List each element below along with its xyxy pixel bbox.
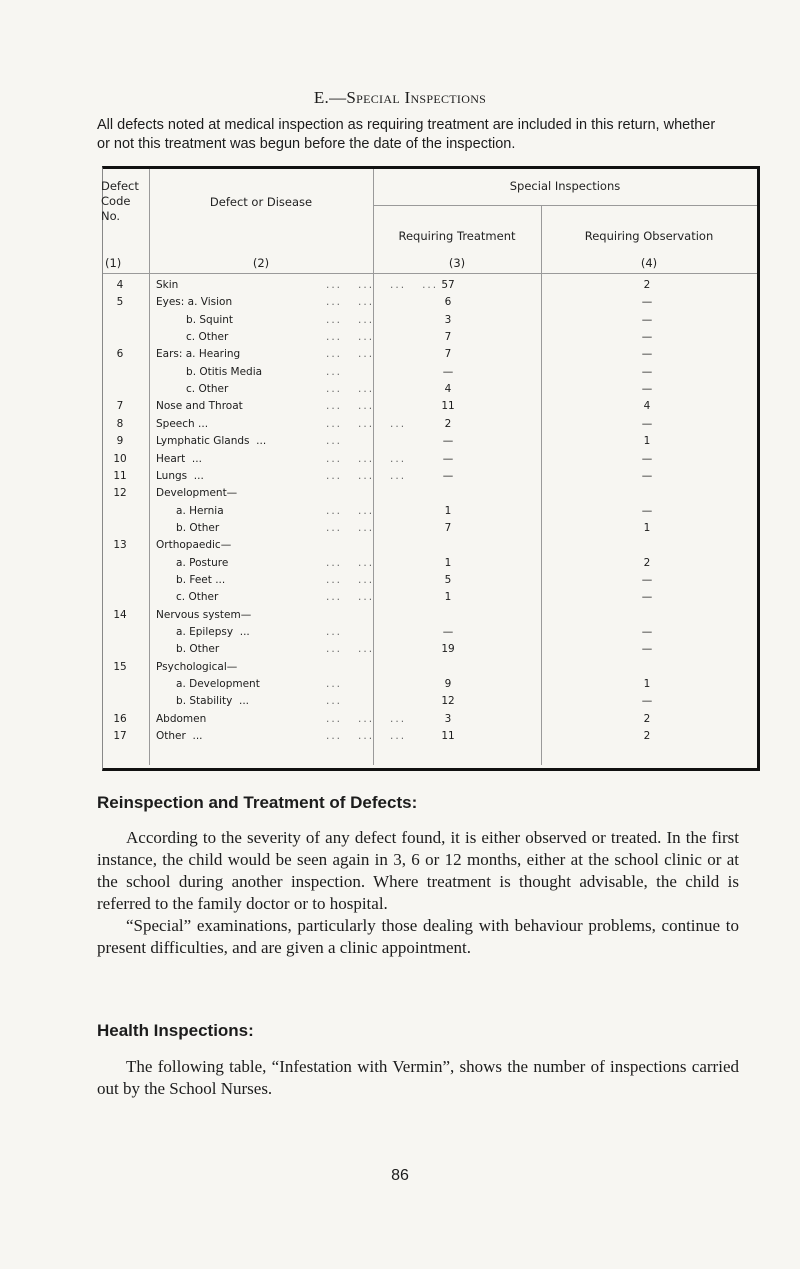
cell-defect: b. Stability ... [156,695,250,708]
cell-defect: c. Other [156,383,229,396]
table-row [103,695,757,708]
defects-table [102,166,760,771]
table-row [103,574,757,587]
cell-defect: b. Other [156,521,220,534]
cell-observation: 2 [643,712,651,725]
cell-leader-dots: ... [326,365,343,378]
cell-observation: — [641,452,653,465]
cell-observation: — [641,417,653,430]
header-req-treatment: Requiring Treatment [398,229,516,243]
table-row [103,626,757,639]
page-number: 86 [391,1167,409,1184]
cell-defect: Orthopaedic— [156,539,232,552]
table-row [103,435,757,448]
cell-code: 17 [113,730,127,743]
cell-code: 13 [113,539,127,552]
cell-observation: 1 [643,521,651,534]
cell-observation: 2 [643,279,651,291]
table-row [103,522,757,535]
table-row [103,366,757,379]
cell-defect: Other ... [156,730,203,743]
cell-observation: 1 [643,435,651,448]
cell-observation: 2 [643,730,651,743]
cell-observation: — [641,591,653,604]
cell-treatment: 2 [444,417,452,430]
cell-defect: Heart ... [156,452,202,465]
cell-leader-dots: ... ... ... [326,730,407,743]
cell-observation: 1 [643,678,651,691]
cell-code: 15 [113,660,127,673]
cell-code: 16 [113,712,127,725]
cell-treatment: — [442,626,454,638]
header-special: Special Inspections [509,179,621,193]
table-row [103,314,757,327]
special-exams-paragraph: “Special” examinations, particularly those dealing with behaviour problems, continue to present difficulties, and are given a clinic appointment. [97,916,739,957]
cell-leader-dots: ... ... [326,643,375,656]
cell-leader-dots: ... ... [326,573,375,586]
cell-leader-dots: ... ... [326,296,375,309]
table-row [103,609,757,622]
cell-leader-dots: ... [326,626,343,638]
cell-leader-dots: ... ... ... ... [326,279,439,291]
table-row [103,418,757,431]
table-row [103,296,757,309]
cell-treatment: — [442,452,454,465]
cell-treatment: 11 [441,730,455,743]
cell-code: 4 [116,279,124,291]
cell-leader-dots: ... ... [326,591,375,604]
cell-leader-dots: ... ... [326,331,375,344]
cell-leader-dots: ... [326,678,343,691]
cell-observation: — [641,469,653,482]
cell-leader-dots: ... ... ... [326,469,407,482]
cell-defect: Speech ... [156,417,209,430]
cell-treatment: 3 [444,313,452,326]
cell-leader-dots: ... ... [326,556,375,569]
reinspection-heading: Reinspection and Treatment of Defects: [97,793,418,812]
header-defect-num: (2) [252,256,270,270]
cell-leader-dots: ... ... ... [326,452,407,465]
health-paragraph: The following table, “Infestation with Vermin”, shows the number of inspections carried out by the School Nurses. [97,1057,739,1098]
cell-treatment: 9 [444,678,452,691]
cell-treatment: 1 [444,591,452,604]
table-row [103,713,757,726]
cell-defect: Lymphatic Glands ... [156,435,267,448]
cell-observation: 2 [643,556,651,569]
cell-treatment: 11 [441,400,455,413]
cell-code: 10 [113,452,127,465]
header-defect: Defect or Disease [209,195,313,209]
cell-leader-dots: ... ... [326,313,375,326]
cell-observation: — [641,643,653,656]
cell-defect: a. Hernia [156,504,224,517]
cell-code: 11 [113,469,127,482]
cell-leader-dots: ... ... [326,400,375,413]
cell-leader-dots: ... [326,435,343,448]
cell-leader-dots: ... ... [326,504,375,517]
cell-treatment: — [442,435,454,448]
header-divider [103,273,757,274]
cell-observation: — [641,504,653,517]
reinspection-paragraph: According to the severity of any defect found, it is either observed or treated. In the first instance, the child would be seen again in 3, 6 or 12 months, either at the school clinic or at the school during another inspection. Where treatment is thought advisable, the child is referred to the family doctor or to hospital. [97,828,739,913]
cell-leader-dots: ... [326,695,343,708]
cell-treatment: 57 [441,279,455,291]
cell-code: 5 [116,296,124,309]
cell-leader-dots: ... ... [326,383,375,396]
cell-defect: Eyes: a. Vision [156,296,233,309]
cell-leader-dots: ... ... [326,521,375,534]
cell-observation: — [641,348,653,361]
header-code-num: (1) [105,256,122,270]
table-row [103,591,757,604]
cell-code: 8 [116,417,124,430]
table-row [103,730,757,743]
intro-paragraph: All defects noted at medical inspection as requiring treatment are included in this return, whether or not this treatment was begun before the date of the inspection. [97,117,716,152]
table-row [103,470,757,483]
header-divider [373,205,757,206]
cell-defect: c. Other [156,331,229,344]
table-row [103,400,757,413]
cell-code: 14 [113,608,127,621]
cell-observation: — [641,313,653,326]
cell-code: 9 [116,435,124,448]
table-row [103,331,757,344]
cell-observation: — [641,383,653,396]
table-row [103,453,757,466]
table-row [103,557,757,570]
cell-defect: Psychological— [156,660,238,673]
table-row [103,643,757,656]
cell-defect: b. Squint [156,313,234,326]
table-row [103,279,757,292]
cell-treatment: 4 [444,383,452,396]
cell-leader-dots: ... ... ... [326,417,407,430]
table-row [103,661,757,674]
cell-defect: Development— [156,487,238,500]
cell-defect: b. Feet ... [156,573,226,586]
cell-defect: Nervous system— [156,608,252,621]
section-heading: E.—Special Inspections [313,88,487,107]
cell-treatment: — [442,469,454,482]
cell-defect: c. Other [156,591,219,604]
cell-code: 6 [116,348,124,361]
cell-defect: a. Development [156,678,260,691]
cell-leader-dots: ... ... [326,348,375,361]
cell-defect: Lungs ... [156,469,204,482]
cell-observation: — [641,695,653,708]
table-row [103,348,757,361]
table-row [103,383,757,396]
cell-defect: a. Epilepsy ... [156,626,250,638]
cell-treatment: 3 [444,712,452,725]
cell-observation: — [641,331,653,344]
header-code: Defect Code No. [101,179,139,223]
cell-treatment: 7 [444,521,452,534]
cell-code: 7 [116,400,124,413]
cell-observation: — [641,296,653,309]
cell-defect: Ears: a. Hearing [156,348,241,361]
table-row [103,678,757,691]
cell-treatment: 19 [441,643,455,656]
cell-defect: Skin [156,279,179,291]
cell-defect: Nose and Throat [156,400,243,413]
header-req-observation: Requiring Observation [584,229,714,243]
cell-observation: — [641,365,653,378]
cell-treatment: 12 [441,695,455,708]
health-heading: Health Inspections: [97,1021,254,1040]
cell-defect: Abdomen [156,712,207,725]
cell-treatment: 7 [444,331,452,344]
cell-treatment: 1 [444,556,452,569]
cell-treatment: 6 [444,296,452,309]
cell-treatment: 1 [444,504,452,517]
table-row [103,505,757,518]
cell-defect: b. Other [156,643,220,656]
cell-treatment: 7 [444,348,452,361]
header-req-treatment-num: (3) [448,256,466,270]
cell-defect: a. Posture [156,556,229,569]
cell-treatment: — [442,365,454,378]
cell-leader-dots: ... ... ... [326,712,407,725]
cell-defect: b. Otitis Media [156,365,263,378]
table-row [103,487,757,500]
cell-observation: 4 [643,400,651,413]
cell-code: 12 [113,487,127,500]
header-req-observation-num: (4) [640,256,658,270]
table-row [103,539,757,552]
cell-observation: — [641,626,653,638]
cell-treatment: 5 [444,573,452,586]
cell-observation: — [641,573,653,586]
